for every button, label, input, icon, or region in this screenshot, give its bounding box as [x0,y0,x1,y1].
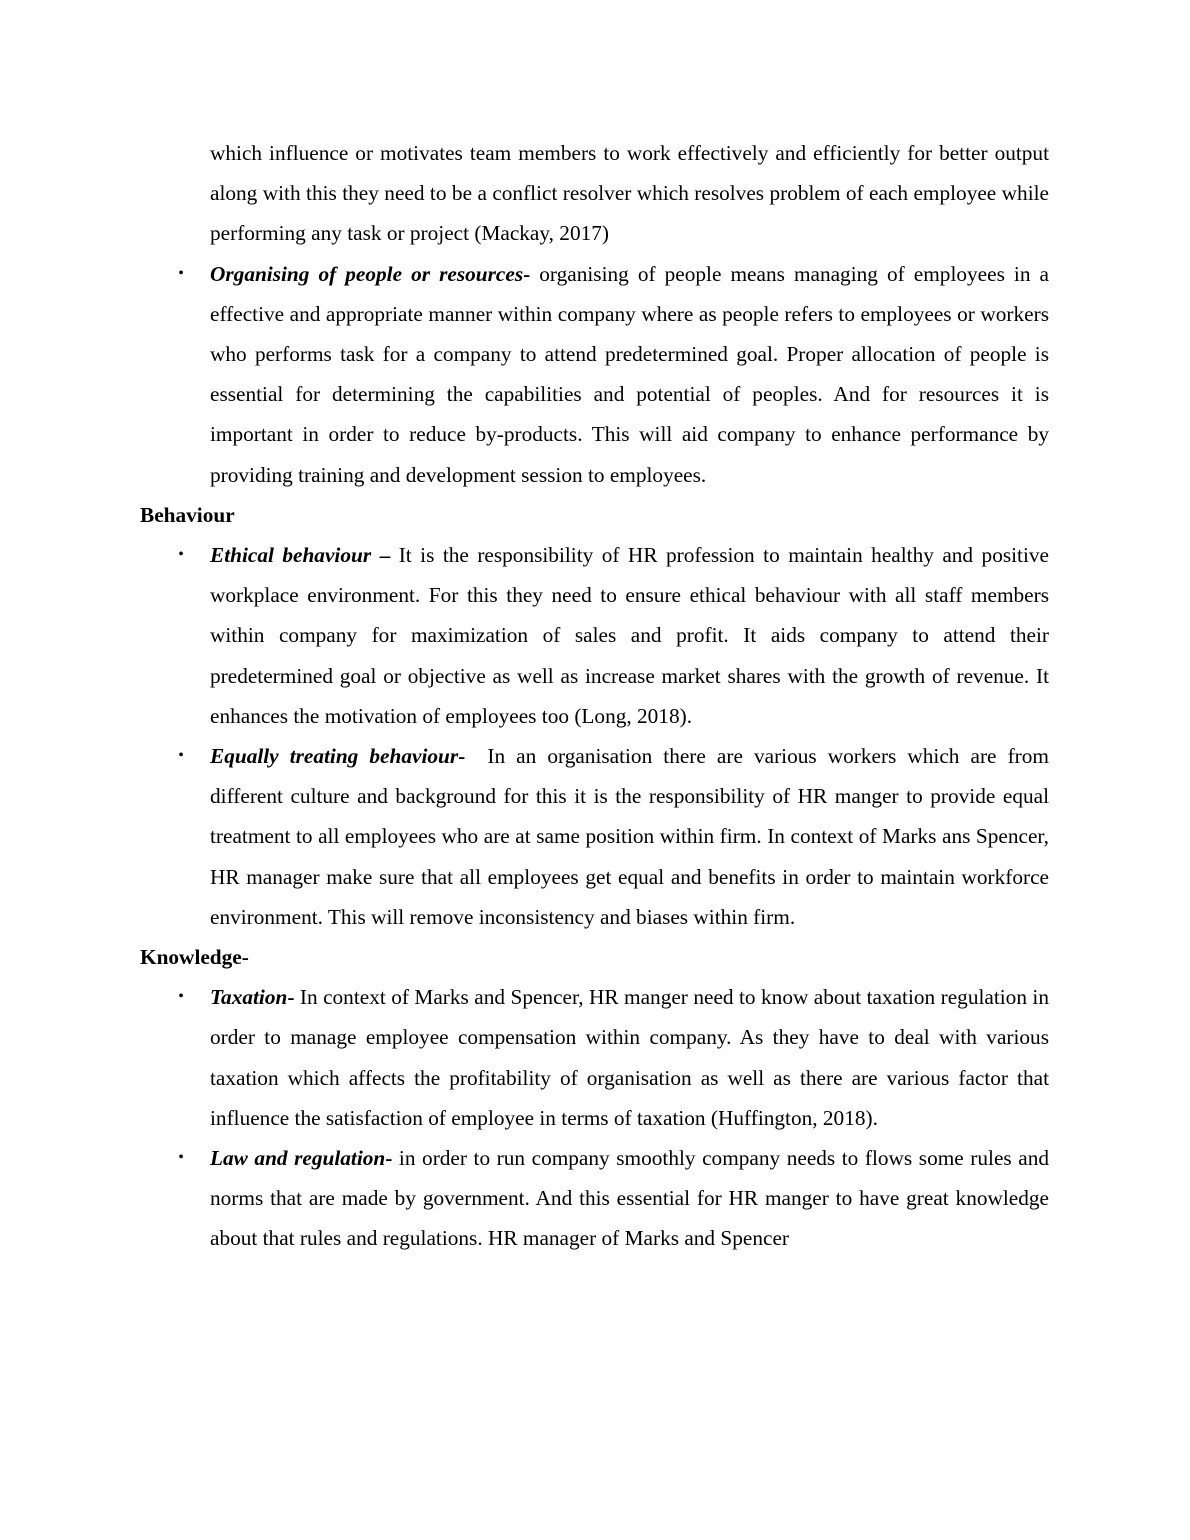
bullet-icon: • [178,1149,184,1167]
bullet-icon: • [178,747,184,765]
list-item [140,254,1049,495]
item-term: Organising of people or resources [210,261,524,286]
item-separator: – [371,543,391,568]
item-term: Ethical behaviour [210,543,372,568]
item-text: It is the responsibility of HR profession to maintain healthy and positive workplace environment. For this they need to ensure ethical behaviour with all staff members within company for maximization of sales and profit. It aids company to attend their predetermined goal or objective as well as increase market shares with the growth of revenue. It enhances the motivation of employees too (Long, 2018). [210,543,1049,728]
list-item [140,736,1055,937]
item-separator: - [385,1146,393,1171]
list-item [140,1138,1049,1259]
list-item [140,535,1049,736]
item-text: organising of people means managing of employees in a effective and appropriate manner within company where as people refers to employees or workers who performs task for a company to attend predetermined goal. Proper allocation of people is essential for determining the capabilities and potential of peoples. And for resources it is important in order to reduce by-products. This will aid company to enhance performance by providing training and development session to employees. [210,261,1049,487]
behaviour-heading: Behaviour [140,502,235,527]
item-text: In an organisation there are various workers which are from different culture and background for this it is the responsibility of HR manger to provide equal treatment to all employees who are at same position within firm. In context of Marks ans Spencer, HR manager make sure that all employees get equal and benefits in order to maintain workforce environment. This will remove inconsistency and biases within firm. [210,744,1055,929]
intro-continuation-paragraph: which influence or motivates team members to work effectively and efficiently for better output along with this they need to be a conflict resolver which resolves problem of each employee while performing any task or project (Mackay, 2017) [210,141,1049,246]
bullet-icon: • [178,264,184,282]
item-term: Taxation [210,985,288,1010]
item-separator: - [458,744,466,769]
item-text: in order to run company smoothly company needs to flows some rules and norms that are made by government. And this essential for HR manger to have great knowledge about that rules and regulations. HR manager of Marks and Spencer [210,1146,1050,1251]
list-item [140,977,1049,1138]
section1-bullet-list [140,254,1049,495]
item-term: Law and regulation [210,1146,386,1171]
behaviour-bullet-list [140,535,1055,937]
item-term: Equally treating behaviour [210,744,459,769]
knowledge-bullet-list [140,977,1049,1258]
bullet-icon: • [178,546,184,564]
item-text: In context of Marks and Spencer, HR manger need to know about taxation regulation in order to manage employee compensation within company. As they have to deal with various taxation which affects the profitability of organisation as well as there are various factor that influence the satisfaction of employee in terms of taxation (Huffington, 2018). [210,985,1049,1130]
knowledge-heading: Knowledge- [140,945,249,970]
page-content [140,133,1055,1259]
item-separator: - [287,985,295,1010]
bullet-icon: • [178,988,184,1006]
item-separator: - [523,261,531,286]
